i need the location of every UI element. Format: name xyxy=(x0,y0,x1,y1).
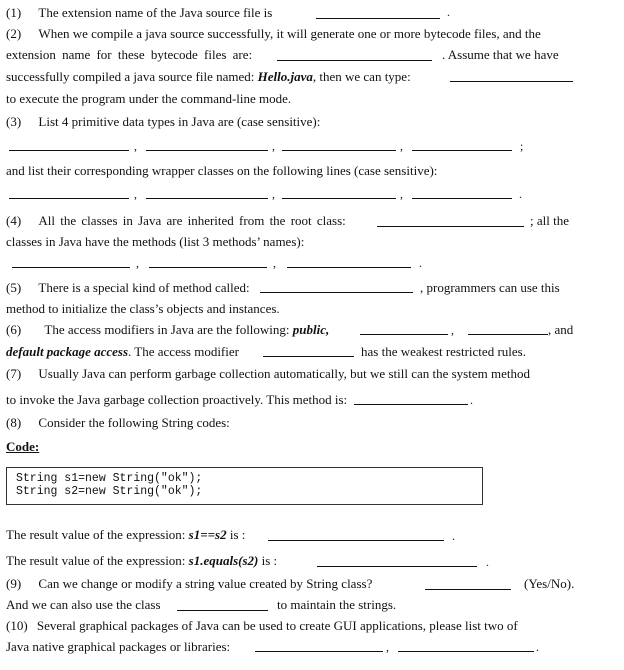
q2-line2b: . Assume that we have xyxy=(442,47,559,62)
q8-expr2-end: . xyxy=(486,555,489,569)
q7-gc-method-blank[interactable] xyxy=(354,404,468,405)
q6-public-keyword: public, xyxy=(292,322,330,337)
q6-modifier-blank-2[interactable] xyxy=(468,334,548,335)
q10-end: . xyxy=(536,640,539,654)
q8-expr2 xyxy=(6,554,277,567)
q9-line2b: to maintain the strings. xyxy=(277,597,397,612)
q4-textb: ; all the xyxy=(530,213,569,228)
q1-text: The extension name of the Java source file is xyxy=(38,5,273,20)
q3-sep-3: , xyxy=(400,139,403,153)
q4-method-blank-3[interactable] xyxy=(287,267,411,268)
q5-line xyxy=(6,281,250,294)
q4-sep-1: , xyxy=(136,256,139,270)
q3-wrapper-blank-2[interactable] xyxy=(146,198,268,199)
q4-method-blank-1[interactable] xyxy=(12,267,130,268)
q2-line3 xyxy=(6,70,411,83)
q9-line xyxy=(6,577,372,590)
q7-text: Usually Java can perform garbage collection automatically, but we still can the system method xyxy=(38,366,530,381)
q8-number: (8) xyxy=(6,415,22,430)
q6-line xyxy=(6,323,329,336)
q4-number: (4) xyxy=(6,213,22,228)
q2-filename: Hello.java xyxy=(257,69,313,84)
q8-expr2-blank[interactable] xyxy=(317,566,477,567)
q4-line2: classes in Java have the methods (list 3 methods’ names): xyxy=(6,234,305,249)
q6-sep: , xyxy=(451,323,454,337)
q1-end: . xyxy=(447,5,450,19)
q3-wrapper-blank-4[interactable] xyxy=(412,198,512,199)
q10-number: (10) xyxy=(6,618,28,633)
q5-method-blank[interactable] xyxy=(260,292,413,293)
q9-yesno-blank[interactable] xyxy=(425,589,511,590)
q8-expr1-blank[interactable] xyxy=(268,540,444,541)
q3-wsep-1: , xyxy=(134,187,137,201)
q6-and: , and xyxy=(548,322,574,337)
q3-text: List 4 primitive data types in Java are (case sensitive): xyxy=(38,114,321,129)
q6-number: (6) xyxy=(6,322,22,337)
q8-code-box xyxy=(6,467,483,505)
q3-wrapper-blank-3[interactable] xyxy=(282,198,396,199)
q8-expr1-end: . xyxy=(452,529,455,543)
q3-text2: and list their corresponding wrapper classes on the following lines (case sensitive): xyxy=(6,163,438,178)
code-line-1: String s1=new String("ok"); xyxy=(16,472,203,485)
q5-number: (5) xyxy=(6,280,22,295)
q2-text-line1: When we compile a java source successfully, it will generate one or more bytecode files, and the xyxy=(38,26,541,41)
q9-class-blank[interactable] xyxy=(177,610,268,611)
q4-text: All the classes in Java are inherited from the root class: xyxy=(38,213,346,228)
q10-sep: , xyxy=(386,640,389,654)
q9-line2a: And we can also use the class xyxy=(6,597,161,612)
q2-bytecode-ext-blank[interactable] xyxy=(277,60,432,61)
q3-primitive-blank-1[interactable] xyxy=(9,150,129,151)
q1-blank[interactable] xyxy=(316,18,440,19)
q3-number: (3) xyxy=(6,114,22,129)
q3-sep-2: , xyxy=(272,139,275,153)
q8-expr1-code: s1==s2 xyxy=(188,527,227,542)
q4-root-class-blank[interactable] xyxy=(377,226,524,227)
q6-text: The access modifiers in Java are the following: xyxy=(44,322,290,337)
q1-line xyxy=(6,6,272,19)
q3-end2: . xyxy=(519,187,522,201)
q6-line2 xyxy=(6,345,239,358)
q3-sep-1: , xyxy=(134,139,137,153)
q8-line xyxy=(6,416,230,429)
q4-line xyxy=(6,214,346,227)
q2-number: (2) xyxy=(6,26,22,41)
q3-primitive-blank-4[interactable] xyxy=(412,150,512,151)
q6-line2b: . The access modifier xyxy=(128,344,239,359)
q3-primitive-blank-2[interactable] xyxy=(146,150,268,151)
q9-hint: (Yes/No). xyxy=(524,576,575,591)
q8-expr2-prefix: The result value of the expression: xyxy=(6,553,186,568)
q3-wrapper-blank-1[interactable] xyxy=(9,198,129,199)
q2-command-blank[interactable] xyxy=(450,81,573,82)
q6-line2c: has the weakest restricted rules. xyxy=(361,344,526,359)
q10-text: Several graphical packages of Java can be used to create GUI applications, please list two of xyxy=(36,618,518,633)
q7-line2: to invoke the Java garbage collection proactively. This method is: xyxy=(6,392,348,407)
q8-expr1 xyxy=(6,528,245,541)
q6-weakest-modifier-blank[interactable] xyxy=(263,356,354,357)
q3-wsep-3: , xyxy=(400,187,403,201)
q6-modifier-blank-1[interactable] xyxy=(360,334,448,335)
q8-expr2-suffix: is : xyxy=(261,553,278,568)
q7-number: (7) xyxy=(6,366,22,381)
q8-text: Consider the following String codes: xyxy=(38,415,230,430)
q3-primitive-blank-3[interactable] xyxy=(282,150,396,151)
q8-expr1-suffix: is : xyxy=(229,527,246,542)
q3-line xyxy=(6,115,320,128)
q9-text: Can we change or modify a string value created by String class? xyxy=(38,576,373,591)
q8-expr1-prefix: The result value of the expression: xyxy=(6,527,186,542)
q5-line2: method to initialize the class’s objects and instances. xyxy=(6,301,280,316)
q10-package-blank-1[interactable] xyxy=(255,651,383,652)
q4-sep-2: , xyxy=(273,256,276,270)
q2-line3b: , then we can type: xyxy=(312,69,411,84)
code-line-2: String s2=new String("ok"); xyxy=(16,485,203,498)
q8-expr2-code: s1.equals(s2) xyxy=(188,553,259,568)
q10-line2: Java native graphical packages or libraries: xyxy=(6,639,231,654)
q4-end: . xyxy=(419,256,422,270)
q10-line xyxy=(6,619,518,632)
q2-line1 xyxy=(6,27,541,40)
q6-default-keyword: default package access xyxy=(6,344,129,359)
q3-end: ; xyxy=(520,139,524,153)
q5-text: There is a special kind of method called: xyxy=(38,280,250,295)
q8-code-label: Code: xyxy=(6,439,40,454)
q2-line4: to execute the program under the command-line mode. xyxy=(6,91,292,106)
q2-line2a: extension name for these bytecode files are: xyxy=(6,47,253,62)
q1-number: (1) xyxy=(6,5,22,20)
q7-end: . xyxy=(470,393,473,407)
q7-line xyxy=(6,367,530,380)
q4-method-blank-2[interactable] xyxy=(149,267,267,268)
q5-textb: , programmers can use this xyxy=(420,280,560,295)
q10-package-blank-2[interactable] xyxy=(398,651,534,652)
q2-line3a: successfully compiled a java source file named: xyxy=(6,69,255,84)
q9-number: (9) xyxy=(6,576,22,591)
q3-wsep-2: , xyxy=(272,187,275,201)
